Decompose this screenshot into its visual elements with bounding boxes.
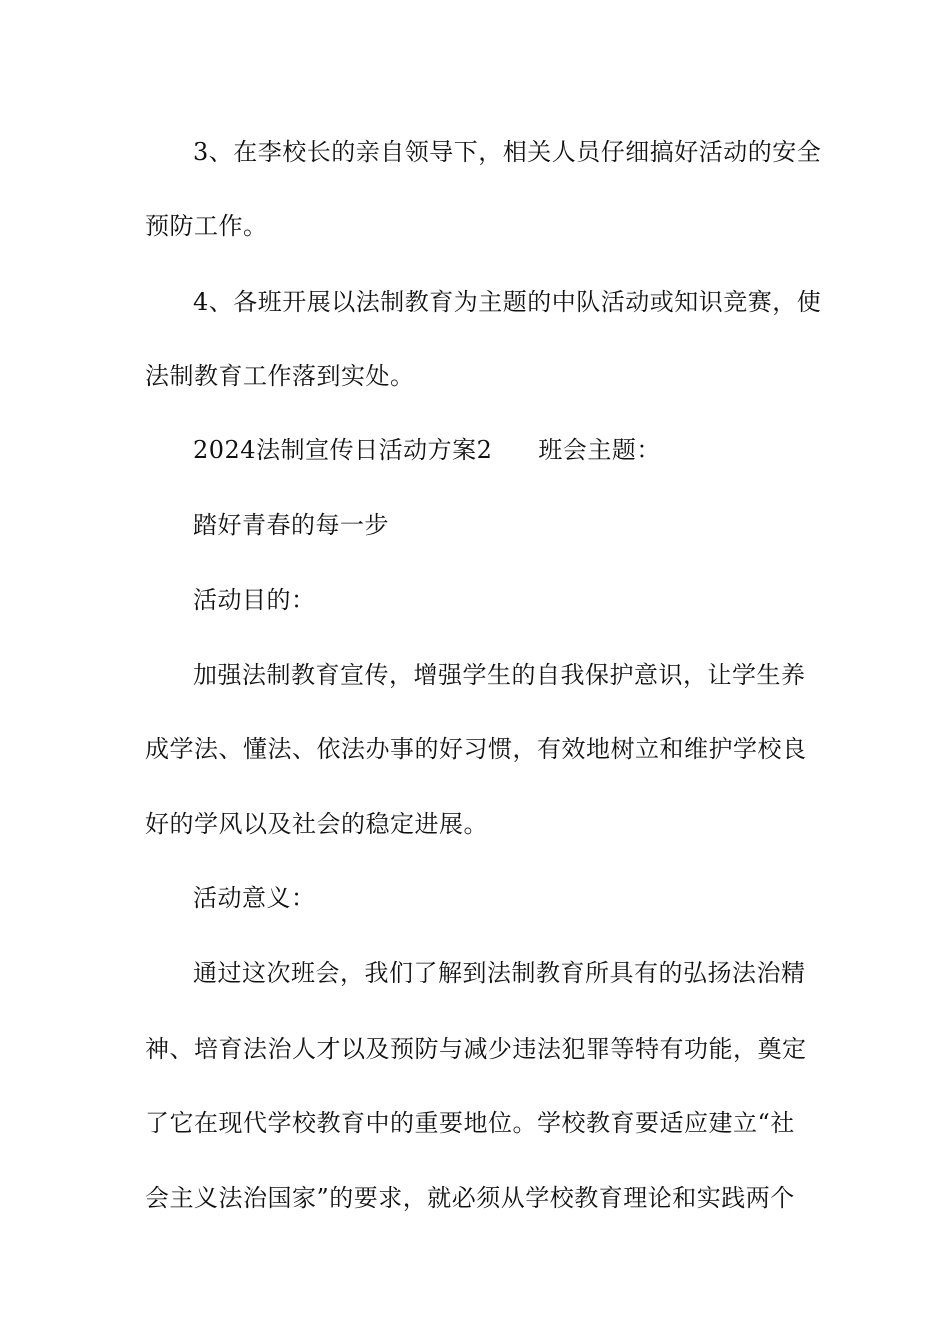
paragraph-line: 加强法制教育宣传，增强学生的自我保护意识，让学生养 xyxy=(193,661,806,689)
paragraph-line: 神、培育法治人才以及预防与减少违法犯罪等特有功能，奠定 xyxy=(145,1035,807,1063)
paragraph-line: 通过这次班会，我们了解到法制教育所具有的弘扬法治精 xyxy=(193,959,806,987)
paragraph-line: 好的学风以及社会的稳定进展。 xyxy=(145,810,488,838)
purpose-heading: 活动目的： xyxy=(193,586,316,614)
paragraph-line: 了它在现代学校教育中的重要地位。学校教育要适应建立“社 xyxy=(145,1109,795,1137)
paragraph-line: 会主义法治国家”的要求，就必须从学校教育理论和实践两个 xyxy=(145,1184,795,1212)
paragraph-line: 3、在李校长的亲自领导下，相关人员仔细搞好活动的安全 xyxy=(193,138,822,166)
significance-heading: 活动意义： xyxy=(193,884,316,912)
paragraph-line: 成学法、懂法、依法办事的好习惯，有效地树立和维护学校良 xyxy=(145,735,807,763)
class-meeting-theme-label: 班会主题： xyxy=(538,436,661,464)
paragraph-line: 预防工作。 xyxy=(145,212,268,240)
section-heading-line xyxy=(193,435,858,465)
plan-title: 2024法制宣传日活动方案2 xyxy=(193,436,493,464)
paragraph-line: 法制教育工作落到实处。 xyxy=(145,362,415,390)
theme-text: 踏好青春的每一步 xyxy=(193,511,389,539)
paragraph-line: 4、各班开展以法制教育为主题的中队活动或知识竞赛，使 xyxy=(193,288,822,316)
